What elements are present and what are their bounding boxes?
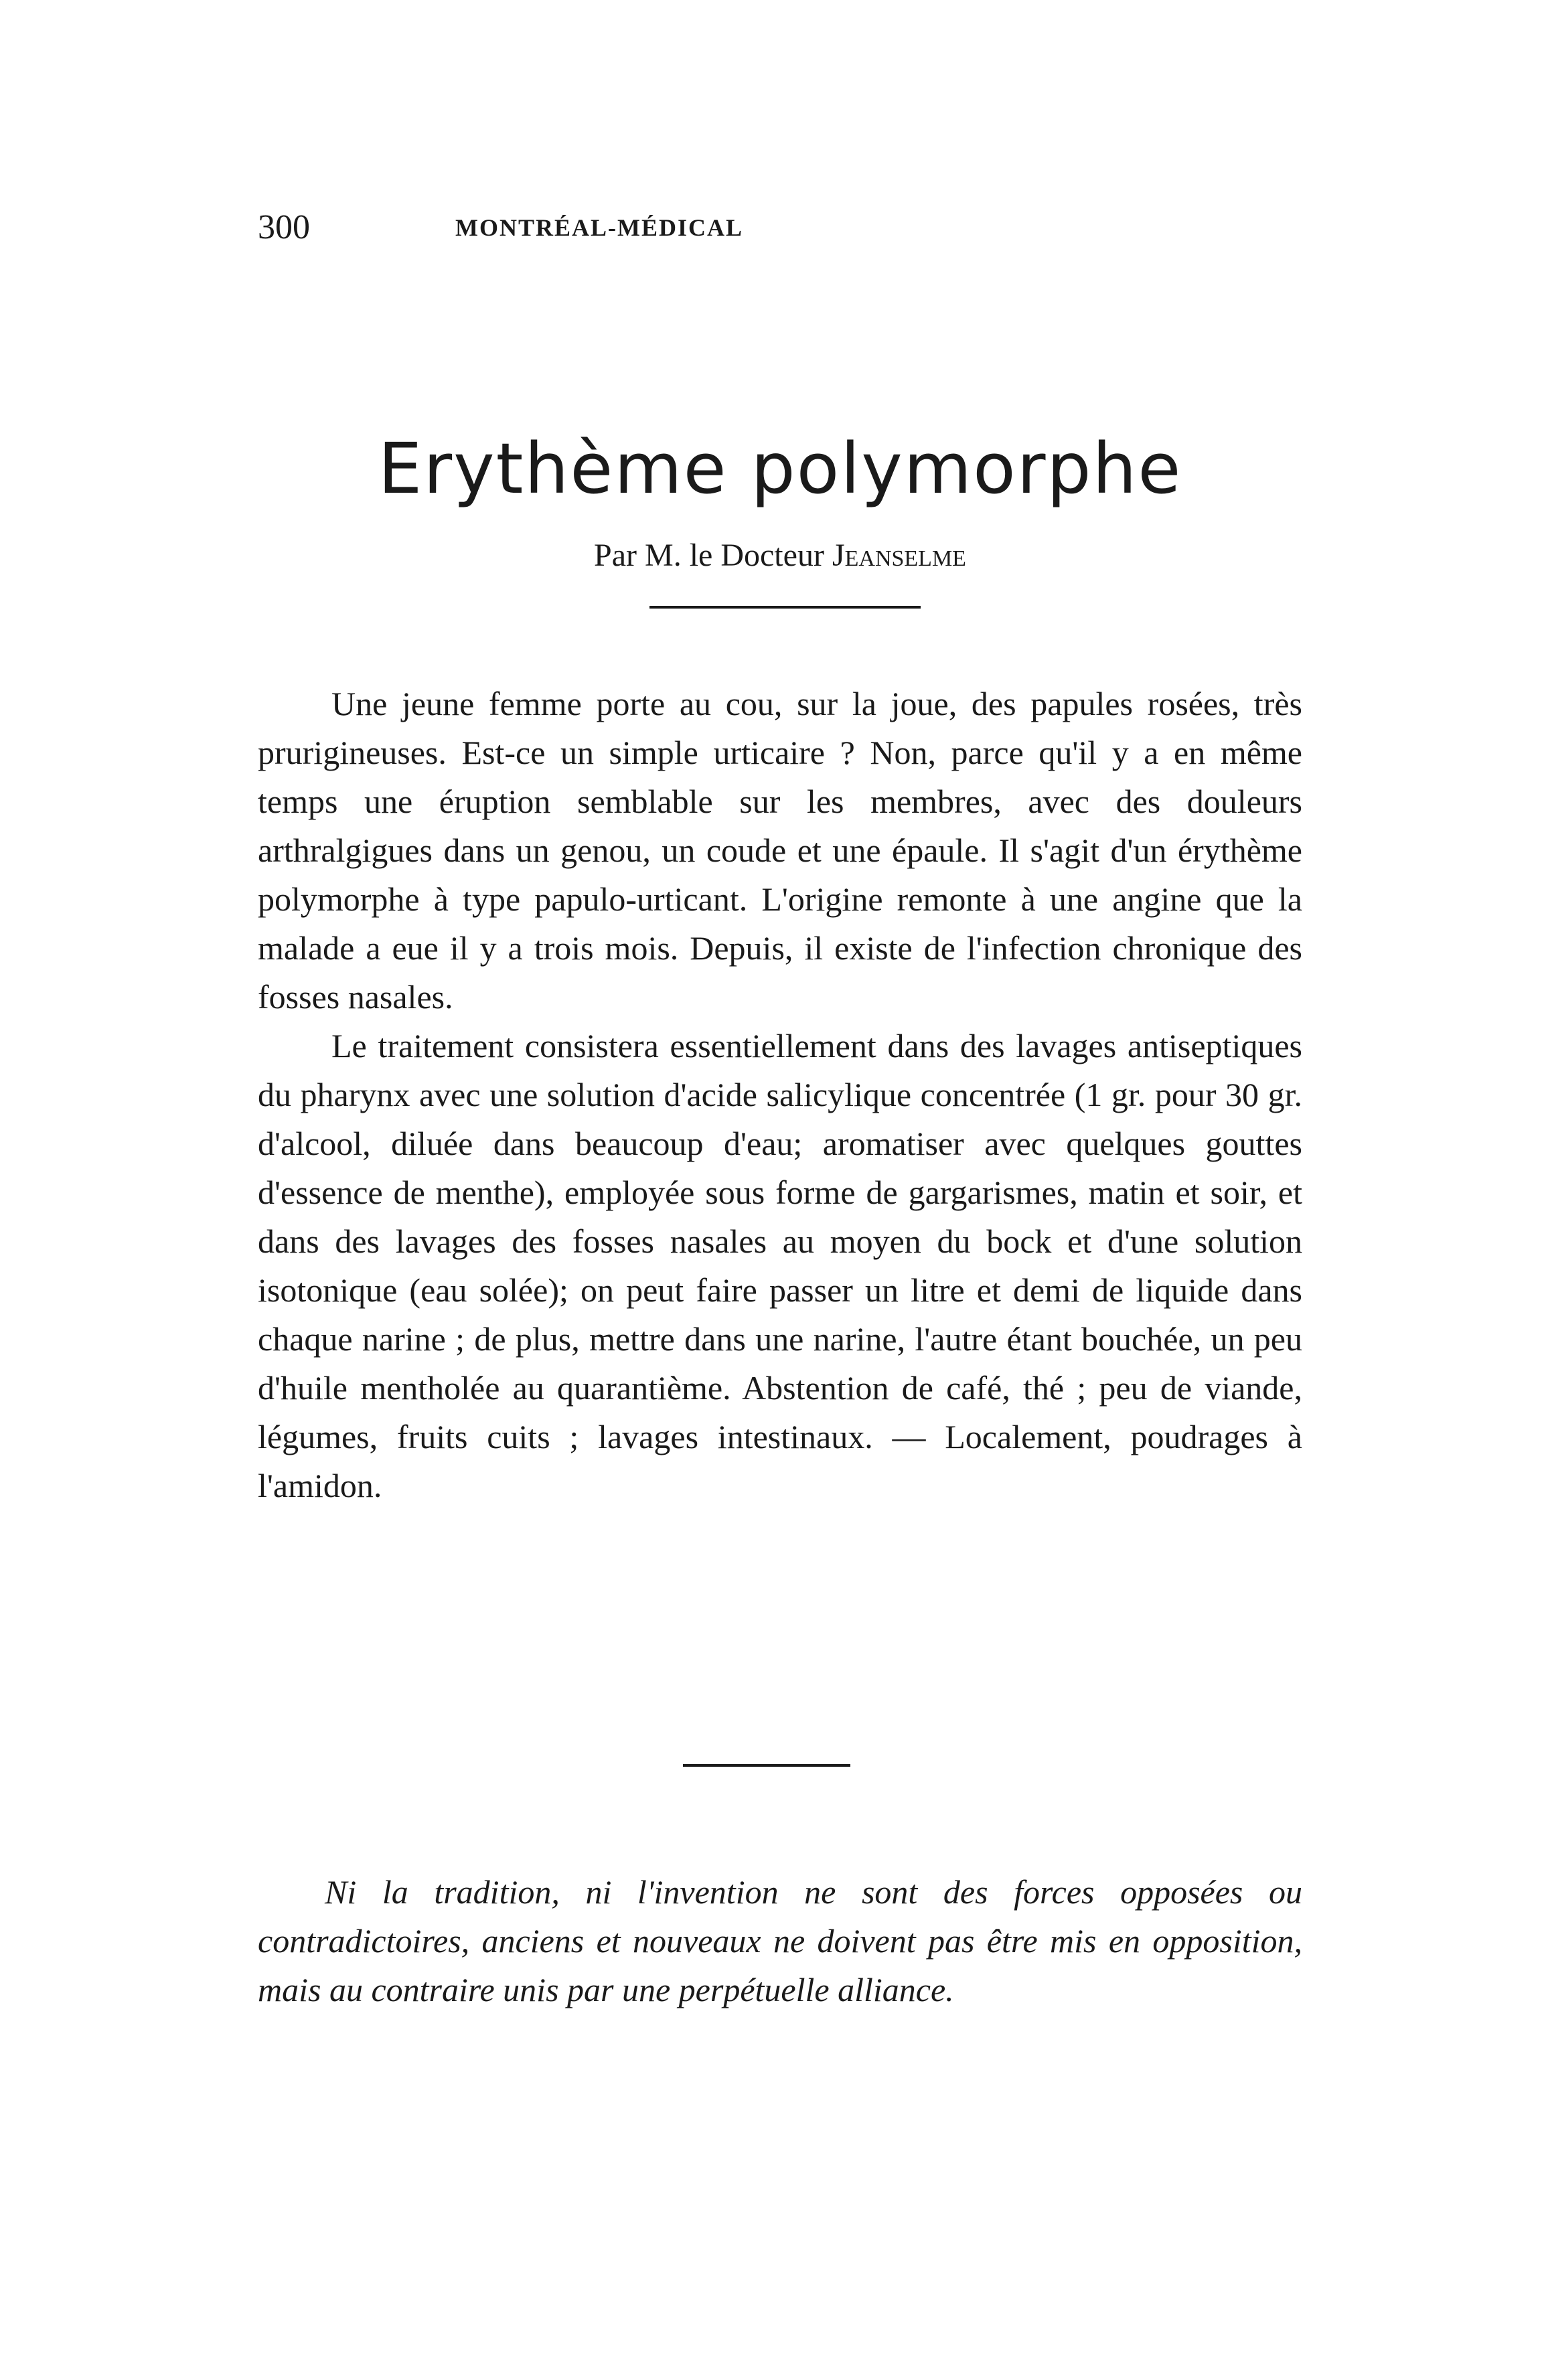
- section-divider: [683, 1764, 850, 1767]
- byline-prefix: Par M. le Docteur: [594, 538, 824, 573]
- epigraph: [258, 1868, 1302, 2014]
- article-title: Erythème polymorphe: [378, 428, 1182, 509]
- page-header: [258, 201, 941, 254]
- byline: [258, 529, 1302, 582]
- title-divider: [649, 606, 921, 609]
- body-paragraph: Le traitement consistera essentiellement dans des lavages antiseptiques du pharynx avec une solution d'acide salicylique concentrée (1 gr. pour 30 gr. d'alcool, diluée dans beaucoup d'eau; aromatiser avec quelques gouttes d'essence de menthe), employée sous forme de gargarismes, matin et soir, et dans des lavages des fosses nasales au moyen du bock et d'une solution isotonique (eau solée); on peut faire passer un litre et demi de liquide dans chaque narine ; de plus, mettre dans une narine, l'autre étant bouchée, un peu d'huile mentholée au quarantième. Abstention de café, thé ; peu de viande, légumes, fruits cuits ; lavages intestinaux. — Localement, poudrages à l'amidon.: [258, 1027, 1302, 1504]
- epigraph-text: Ni la tradition, ni l'invention ne sont des forces opposées ou contradictoires, anciens et nouveaux ne doivent pas être mis en opposition, mais au contraire unis par une perpétuelle alliance.: [258, 1873, 1302, 2008]
- running-head: MONTRÉAL-MÉDICAL: [455, 214, 743, 241]
- byline-author: Jeanselme: [832, 538, 966, 573]
- page-number: 300: [258, 208, 310, 246]
- body-paragraph: Une jeune femme porte au cou, sur la joue, des papules rosées, très prurigineuses. Est-ce un simple urticaire ? Non, parce qu'il y a en même temps une éruption semblable sur les membres, avec des douleurs arthralgigues dans un genou, un coude et une épaule. Il s'agit d'un érythème polymorphe à type papulo-urticant. L'origine remonte à une angine que la malade a eue il y a trois mois. Depuis, il existe de l'infection chronique des fosses nasales.: [258, 685, 1302, 1016]
- article-body: [258, 680, 1302, 1510]
